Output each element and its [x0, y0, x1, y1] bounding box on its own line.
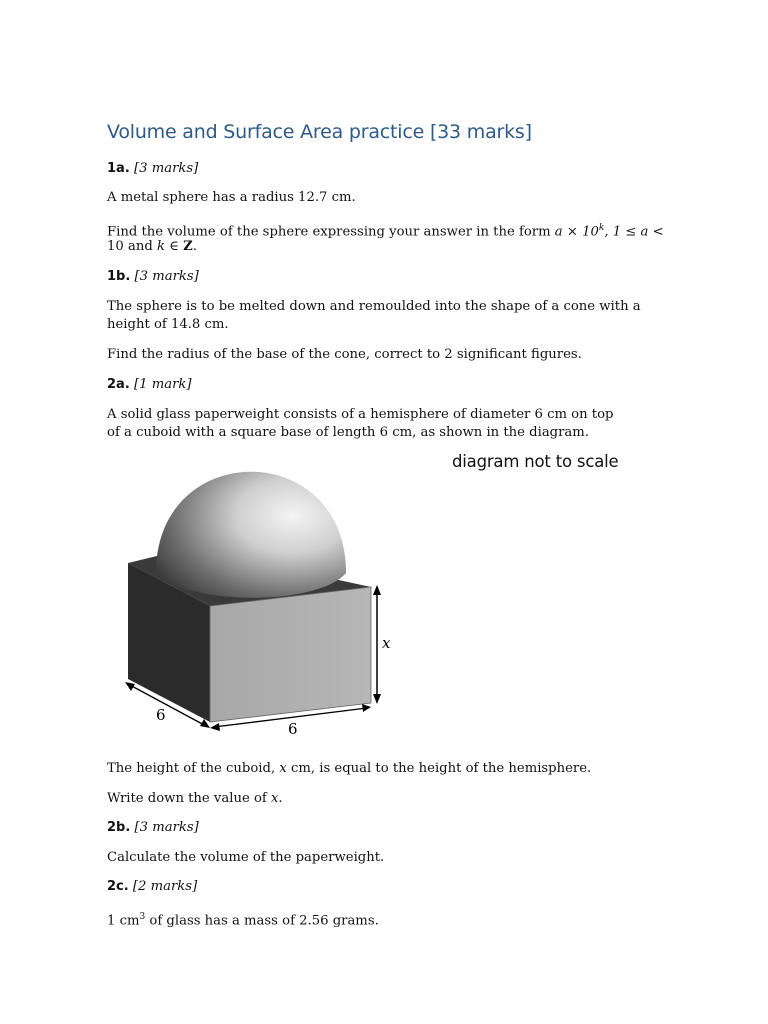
question-2c-header	[107, 878, 197, 896]
width-label: 6	[288, 720, 298, 738]
question-2c-text: 1 $cm^3$ of glass has a mass of 2.56 grams.	[107, 912, 379, 929]
question-1b-header	[107, 268, 199, 286]
question-number: 1a.	[107, 161, 130, 176]
question-1a-text: A metal sphere has a radius 12.7 cm.	[107, 190, 356, 205]
question-2a-instruction: Write down the value of x.	[107, 791, 283, 806]
question-2b-text: Calculate the volume of the paperweight.	[107, 850, 385, 865]
marks-label: [3 marks]	[134, 269, 199, 284]
question-number: 1b.	[107, 269, 131, 284]
height-label: x	[382, 634, 391, 652]
diagram-note: diagram not to scale	[452, 452, 619, 471]
question-2a-text: A solid glass paperweight consists of a hemisphere of diameter 6 cm on top of a cuboid with a square base of length 6 cm, as shown in the diagram.	[107, 407, 614, 440]
question-1a-instruction-line1: Find the volume of the sphere expressing your answer in the form $a \times 10^k$, 1 ≤ a <	[107, 223, 664, 240]
question-number: 2b.	[107, 820, 131, 835]
marks-label: [2 marks]	[132, 879, 198, 894]
hemisphere	[156, 472, 346, 598]
marks-label: [3 marks]	[133, 161, 199, 176]
page-title: Volume and Surface Area practice [33 marks]	[107, 121, 532, 143]
question-2a-statement: The height of the cuboid, x cm, is equal to the height of the hemisphere.	[107, 761, 592, 776]
marks-label: [3 marks]	[134, 820, 199, 835]
marks-label: [1 mark]	[133, 377, 192, 392]
depth-label: 6	[156, 706, 166, 724]
question-number: 2a.	[107, 377, 130, 392]
cuboid-front-face	[210, 587, 371, 722]
question-2b-header	[107, 819, 199, 837]
question-number: 2c.	[107, 879, 129, 894]
height-arrow	[373, 585, 381, 704]
paperweight-diagram	[118, 470, 408, 740]
question-1b-text: The sphere is to be melted down and remoulded into the shape of a cone with a height of 14.8 cm.	[107, 299, 641, 332]
question-1a-instruction-line2: 10 and k ∈ Z.	[107, 239, 197, 254]
question-1b-instruction: Find the radius of the base of the cone, correct to 2 significant figures.	[107, 347, 582, 362]
question-1a-header	[107, 160, 198, 178]
question-2a-header	[107, 376, 192, 394]
